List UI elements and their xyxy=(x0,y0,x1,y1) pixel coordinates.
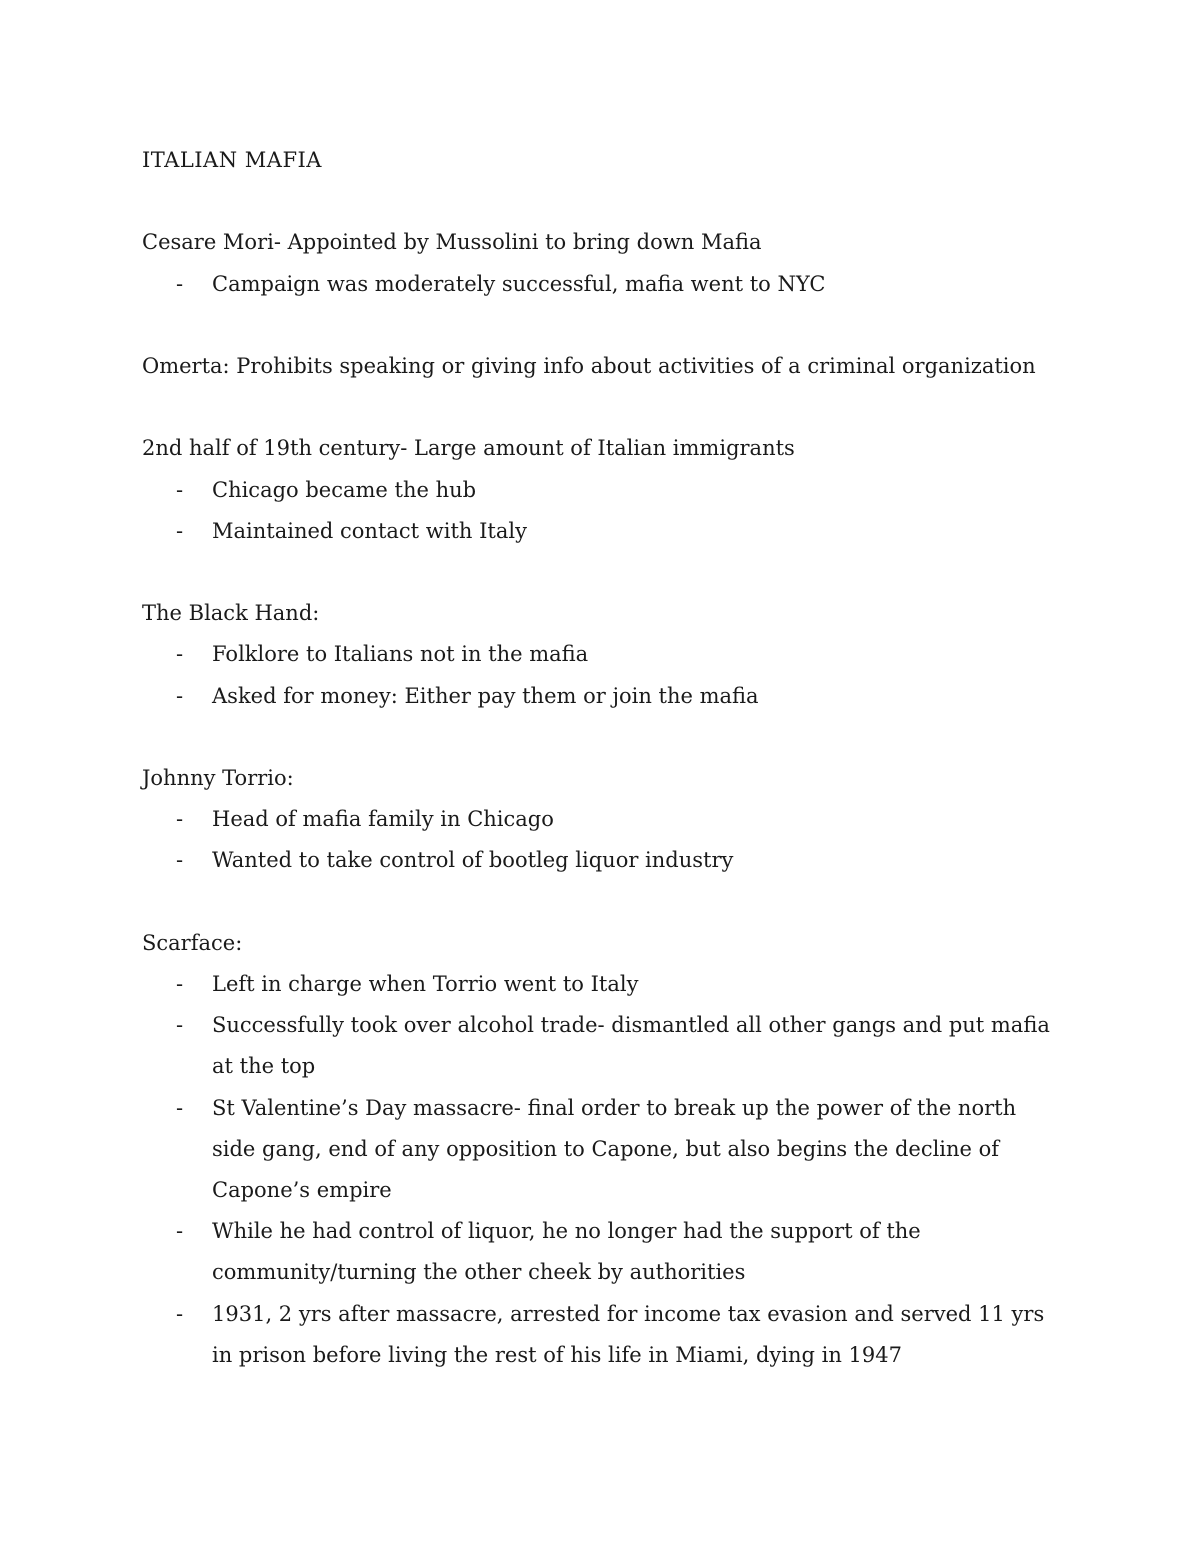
list-item xyxy=(142,676,1062,717)
dash-bullet-icon: - xyxy=(176,1301,184,1326)
list-item-text: Asked for money: Either pay them or join the mafia xyxy=(212,683,759,708)
section-omerta xyxy=(142,346,1062,387)
list-item-text: Chicago became the hub xyxy=(212,477,477,502)
list-item xyxy=(142,634,1062,675)
list-item-text: 1931, 2 yrs after massacre, arrested for income tax evasion and served 11 yrs in prison before living the rest of his life in Miami, dying in 1947 xyxy=(212,1301,1045,1367)
dash-bullet-icon: - xyxy=(176,807,184,832)
dash-bullet-icon: - xyxy=(176,518,184,543)
section-heading: Scarface: xyxy=(142,930,243,955)
section-johnny-torrio xyxy=(142,758,1062,882)
list-item-text: Campaign was moderately successful, mafia went to NYC xyxy=(212,271,826,296)
list-item xyxy=(142,1005,1062,1087)
list-item-text: Folklore to Italians not in the mafia xyxy=(212,642,589,667)
list-item-text: Successfully took over alcohol trade- dismantled all other gangs and put mafia at the top xyxy=(212,1013,1050,1079)
bullet-list xyxy=(142,964,1062,1376)
bullet-list xyxy=(142,799,1062,881)
section-heading: 2nd half of 19th century- Large amount of Italian immigrants xyxy=(142,436,795,461)
list-item xyxy=(142,799,1062,840)
document-title: ITALIAN MAFIA xyxy=(142,148,322,172)
list-item xyxy=(142,511,1062,552)
dash-bullet-icon: - xyxy=(176,642,184,667)
dash-bullet-icon: - xyxy=(176,683,184,708)
dash-bullet-icon: - xyxy=(176,1219,184,1244)
bullet-list xyxy=(142,470,1062,552)
list-item-text: Left in charge when Torrio went to Italy xyxy=(212,971,639,996)
dash-bullet-icon: - xyxy=(176,848,184,873)
section-scarface xyxy=(142,923,1062,1376)
section-heading: The Black Hand: xyxy=(142,601,320,626)
document-page xyxy=(142,140,1062,1376)
dash-bullet-icon: - xyxy=(176,1013,184,1038)
list-item xyxy=(142,964,1062,1005)
section-heading: Omerta: Prohibits speaking or giving info about activities of a criminal organization xyxy=(142,353,1036,378)
list-item-text: St Valentine’s Day massacre- final order to break up the power of the north side gang, end of any opposition to Capone, but also begins the decline of Capone’s empire xyxy=(212,1095,1017,1202)
list-item xyxy=(142,470,1062,511)
list-item-text: Wanted to take control of bootleg liquor industry xyxy=(212,848,734,873)
bullet-list xyxy=(142,264,1062,305)
dash-bullet-icon: - xyxy=(176,271,184,296)
list-item xyxy=(142,264,1062,305)
list-item-text: Maintained contact with Italy xyxy=(212,518,527,543)
list-item xyxy=(142,1088,1062,1212)
list-item xyxy=(142,1294,1062,1376)
dash-bullet-icon: - xyxy=(176,477,184,502)
section-immigrants xyxy=(142,428,1062,552)
section-heading: Johnny Torrio: xyxy=(142,765,294,790)
list-item xyxy=(142,840,1062,881)
dash-bullet-icon: - xyxy=(176,1095,184,1120)
section-cesare-mori xyxy=(142,222,1062,304)
section-heading: Cesare Mori- Appointed by Mussolini to bring down Mafia xyxy=(142,230,762,255)
list-item-text: While he had control of liquor, he no longer had the support of the community/turning the other cheek by authorities xyxy=(212,1219,921,1285)
section-black-hand xyxy=(142,593,1062,717)
list-item xyxy=(142,1211,1062,1293)
bullet-list xyxy=(142,634,1062,716)
dash-bullet-icon: - xyxy=(176,971,184,996)
list-item-text: Head of mafia family in Chicago xyxy=(212,807,554,832)
